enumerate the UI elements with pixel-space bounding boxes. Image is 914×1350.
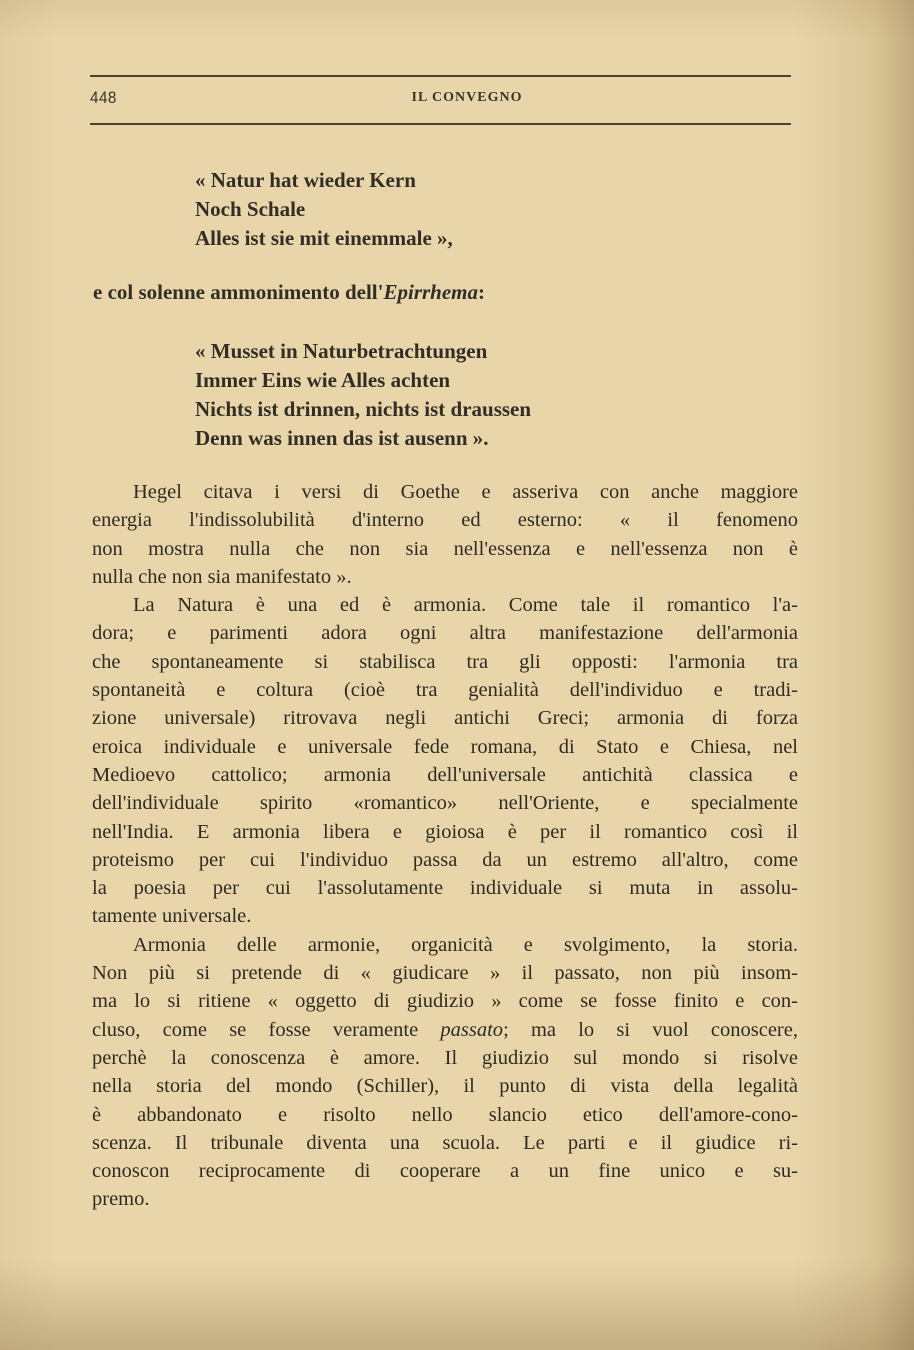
body-line-text: ; ma lo si vuol conoscere, <box>503 1018 798 1041</box>
verse-line: Alles ist sie mit einemmale », <box>195 226 453 250</box>
body-line: Hegel citava i versi di Goethe e asseriva con anche maggiore <box>133 481 798 503</box>
body-line: la poesia per cui l'assolutamente individuale si muta in assolu- <box>92 877 798 900</box>
header-bottom-rule <box>90 123 791 125</box>
body-line: spontaneità e coltura (cioè tra genialità dell'individuo e tradi- <box>92 679 798 702</box>
verse-line: Denn was innen das ist ausenn ». <box>195 426 489 450</box>
verse-line: Noch Schale <box>195 197 306 221</box>
body-line: scenza. Il tribunale diventa una scuola. Le parti e il giudice ri- <box>92 1131 798 1154</box>
body-line: Medioevo cattolico; armonia dell'universale antichità classica e <box>92 763 798 786</box>
body-line: nulla che non sia manifestato ». <box>92 565 352 588</box>
body-line: tamente universale. <box>92 905 252 928</box>
body-line: premo. <box>92 1188 150 1211</box>
body-line: La Natura è una ed è armonia. Come tale il romantico l'a- <box>133 594 798 617</box>
running-head: IL CONVEGNO <box>411 90 523 105</box>
body-line: eroica individuale e universale fede romana, di Stato e Chiesa, nel <box>92 735 798 758</box>
verse-line: Nichts ist drinnen, nichts ist draussen <box>195 397 532 421</box>
verse-line: « Musset in Naturbetrachtungen <box>195 339 488 363</box>
body-line <box>92 1016 798 1044</box>
body-line: energia l'indissolubilità d'interno ed esterno: « il fenomeno <box>92 509 798 532</box>
verse-quote-1 <box>195 166 453 253</box>
body-line: è abbandonato e risolto nello slancio etico dell'amore-cono- <box>92 1103 798 1126</box>
connector-italic-title: Epirrhema <box>383 280 479 304</box>
header-top-rule <box>90 75 791 77</box>
body-line: Armonia delle armonie, organicità e svolgimento, la storia. <box>133 933 798 956</box>
body-line: non mostra nulla che non sia nell'essenza e nell'essenza non è <box>92 537 798 560</box>
connector-text: e col solenne ammonimento dell' <box>93 280 384 304</box>
body-line-italic: passato <box>440 1018 504 1041</box>
body-line: proteismo per cui l'individuo passa da un estremo all'altro, come <box>92 848 798 871</box>
body-line: ma lo si ritiene « oggetto di giudizio » come se fosse finito e con- <box>92 990 798 1013</box>
verse-quote-2 <box>195 337 531 453</box>
body-line: conoscon reciprocamente di cooperare a un fine unico e su- <box>92 1160 798 1183</box>
body-line: dora; e parimenti adora ogni altra manifestazione dell'armonia <box>92 622 798 645</box>
body-line: dell'individuale spirito «romantico» nell'Oriente, e specialmente <box>92 792 798 815</box>
body-line: zione universale) ritrovava negli antichi Greci; armonia di forza <box>92 707 798 730</box>
body-line-text: cluso, come se fosse veramente <box>92 1018 441 1041</box>
body-line: nell'India. E armonia libera e gioiosa è per il romantico così il <box>92 820 798 843</box>
verse-line: Immer Eins wie Alles achten <box>195 368 451 392</box>
connector-tail: : <box>478 280 486 304</box>
body-line: che spontaneamente si stabilisca tra gli opposti: l'armonia tra <box>92 650 798 673</box>
page-number: 448 <box>90 88 117 107</box>
body-line: perchè la conoscenza è amore. Il giudizio sul mondo si risolve <box>92 1046 798 1069</box>
connector-sentence <box>93 280 485 305</box>
body-line: nella storia del mondo (Schiller), il punto di vista della legalità <box>92 1075 798 1098</box>
verse-line: « Natur hat wieder Kern <box>195 168 416 192</box>
body-text <box>92 478 798 1214</box>
body-line: Non più si pretende di « giudicare » il passato, non più insom- <box>92 962 798 985</box>
